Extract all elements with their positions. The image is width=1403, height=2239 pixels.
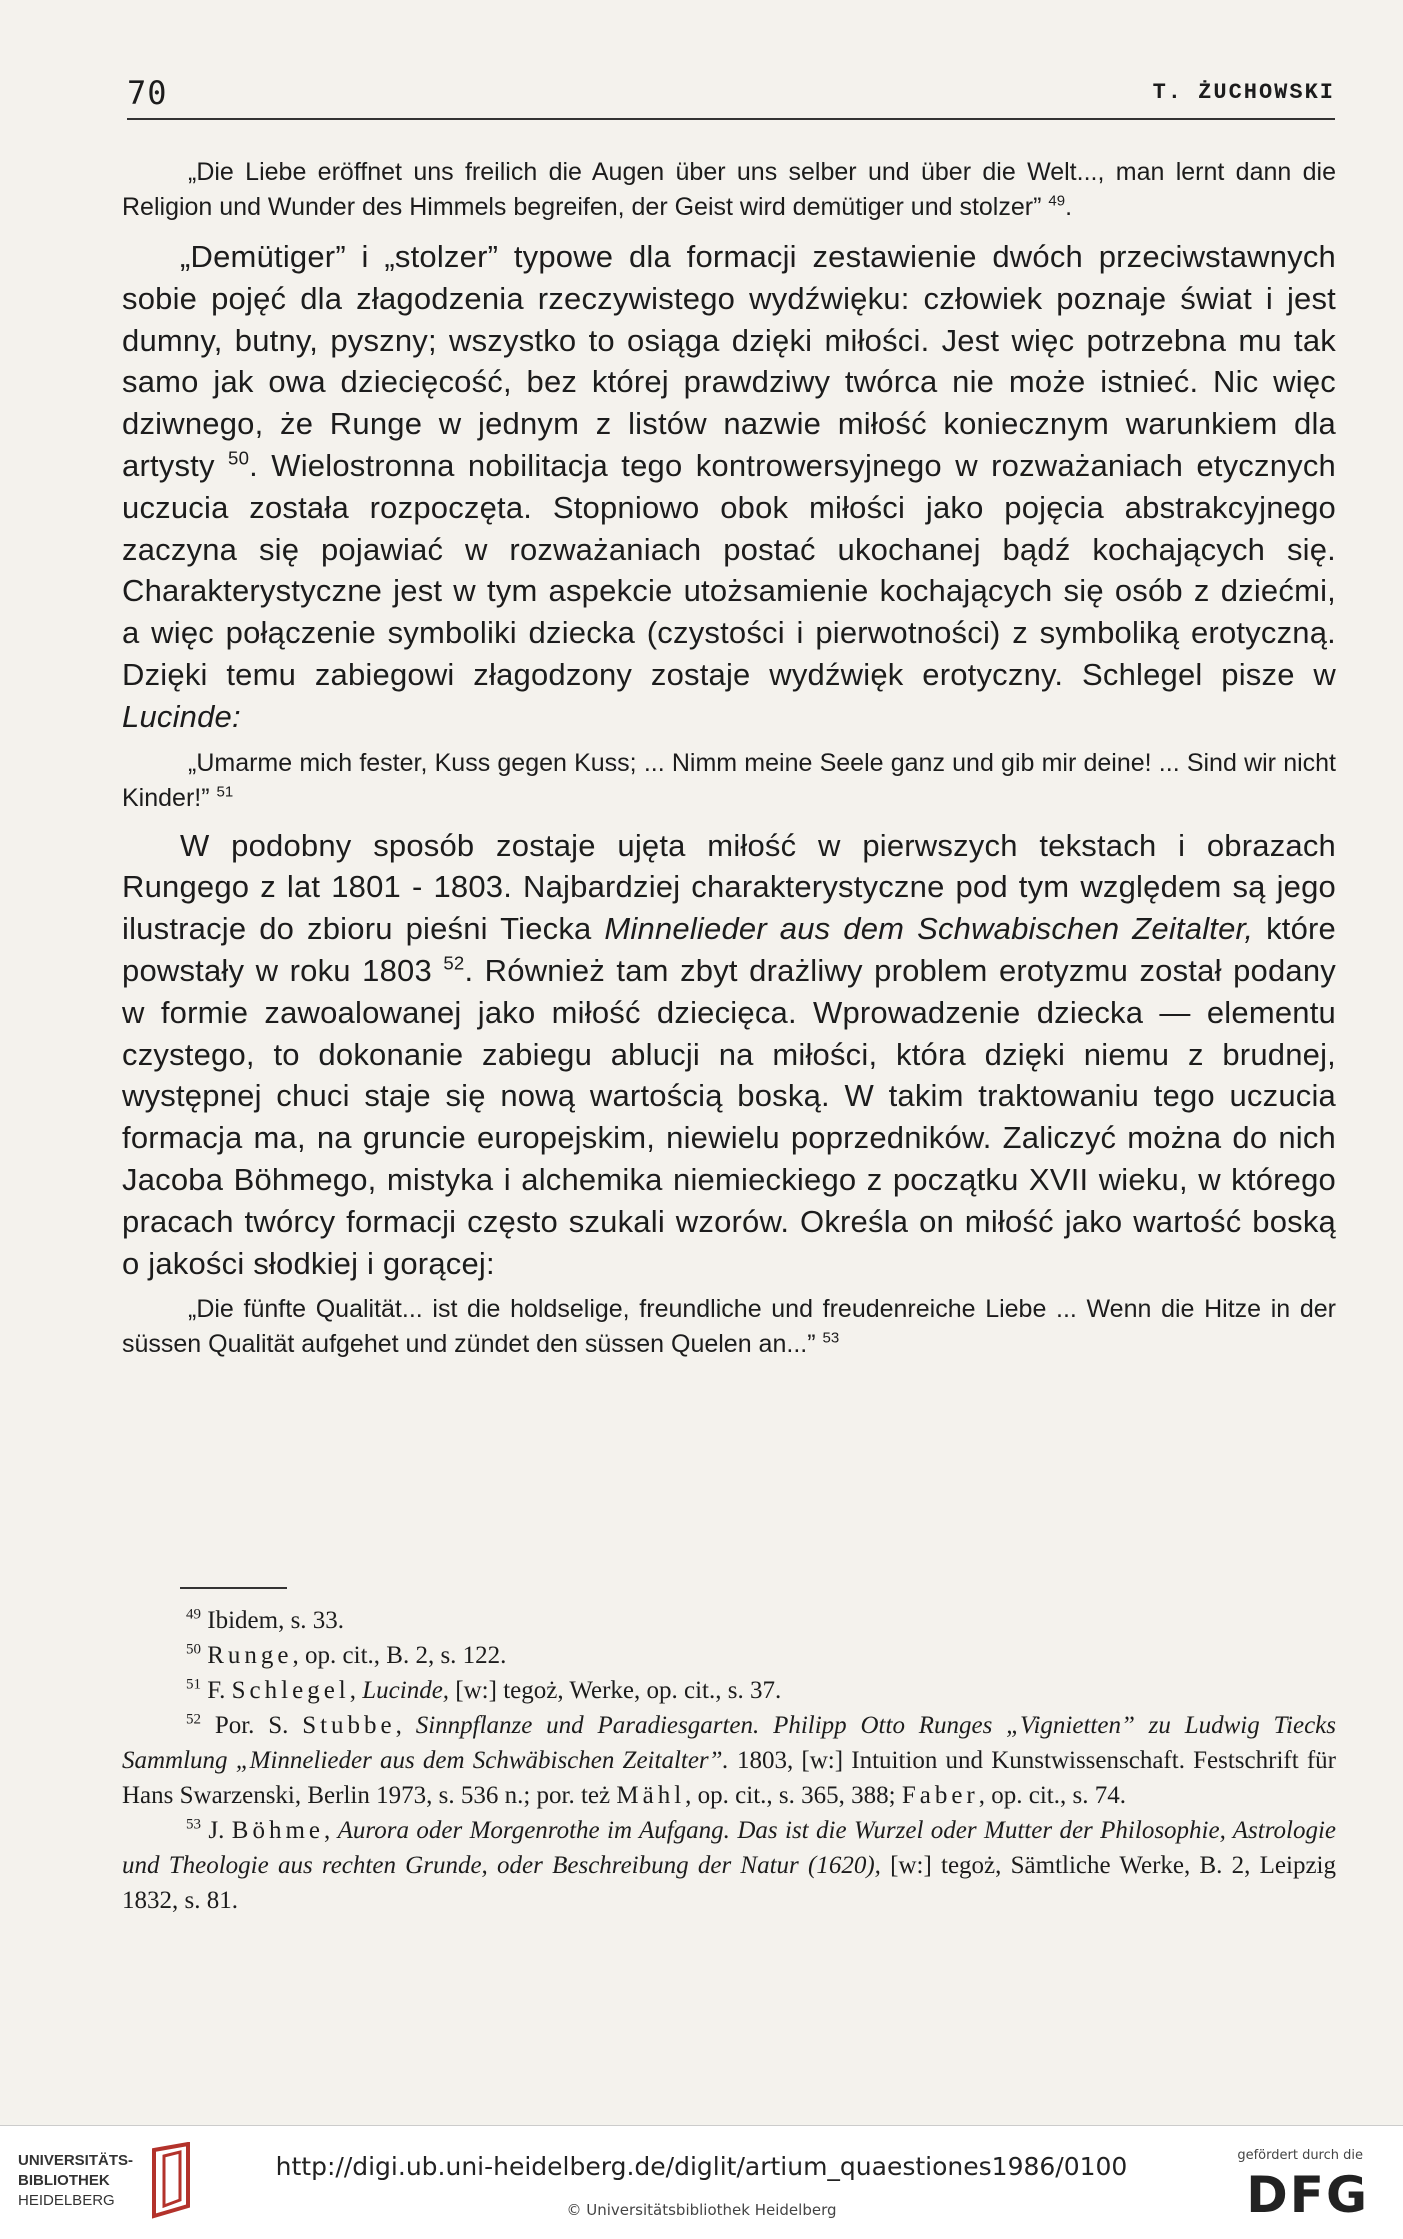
- footnote-ref-49[interactable]: 49: [1048, 192, 1066, 210]
- italic-title-minnelieder: Minnelieder aus dem Schwabischen Zeitalter,: [604, 911, 1254, 947]
- footnote-51: $^{51}$ F. Schlegel, Lucinde, [w:] tegoż, Werke, op. cit., s. 37.: [186, 1676, 782, 1704]
- footnote-ref-53[interactable]: 53: [822, 1330, 840, 1347]
- block-quote-1: „Die Liebe eröffnet uns freilich die Augen über uns selber und über die Welt..., man lernt dann die Religion und Wunder des Himmels begreifen, der Geist wird demütiger und stolzer” $^{49}$.: [122, 158, 1336, 221]
- footnote-53: $^{53}$ J. Böhme, Aurora oder Morgenrothe im Aufgang. Das ist die Wurzel oder Mutter der Philosophie, Astrologie und Theologie aus rechten Grunde, oder Beschreibung der Natur (1620), [w:] tegoż, Sämtliche Werke, B. 2, Leipzig 1832, s. 81.: [122, 1816, 1337, 1914]
- footnote-ref-52[interactable]: 52: [443, 952, 465, 974]
- viewer-footer-bar: [0, 2125, 1403, 2239]
- running-head: T. ŻUCHOWSKI: [1152, 80, 1335, 105]
- page-number: 70: [127, 74, 168, 112]
- footnote-ref-51[interactable]: 51: [216, 783, 234, 801]
- page-header: [127, 74, 1335, 124]
- footnote-50: $^{50}$ Runge, op. cit., B. 2, s. 122.: [186, 1641, 507, 1669]
- permalink-url[interactable]: http://digi.ub.uni-heidelberg.de/diglit/artium_quaestiones1986/0100: [275, 2152, 1128, 2181]
- dfg-logo: DFG: [1246, 2166, 1369, 2224]
- header-rule: [127, 118, 1335, 120]
- block-quote-3: „Die fünfte Qualität... ist die holdselige, freundliche und freudenreiche Liebe ... Wenn die Hitze in der süssen Qualität aufgehet und zündet den süssen Quelen an...” $^{53}$: [122, 1295, 1336, 1359]
- italic-title-lucinde: Lucinde:: [122, 698, 241, 734]
- copyright-notice: © Universitätsbibliothek Heidelberg: [566, 2201, 837, 2219]
- main-text: [122, 155, 1336, 1362]
- paragraph-2: W podobny sposób zostaje ujęta miłość w pierwszych tekstach i obrazach Rungego z lat 1801 - 1803. Najbardziej charakterystyczne pod tym względem są jego ilustracje do zbioru pieśni Tiecka Minnelieder aus dem Schwabischen Zeitalter, które powstały w roku 1803 $^{52}$. Również tam zbyt drażliwy problem erotyzmu został podany w formie zawoalowanej jako miłość dziecięca. Wprowadzenie dziecka — elementu czystego, to dokonanie zabiegu ablucji na miłości, która dzięki niemu z brudnej, występnej chuci staje się nową wartością boską. W takim traktowaniu tego uczucia formacja ma, na gruncie europejskim, niewielu poprzedników. Zaliczyć można do nich Jacoba Böhmego, mistyka i alchemika niemieckiego z początku XVII wieku, w którego pracach twórcy formacji często szukali wzorów. Określa on miłość jako wartość boską o jakości słodkiej i gorącej:: [122, 827, 1337, 1281]
- library-name: UNIVERSITÄTS- BIBLIOTHEK HEIDELBERG: [18, 2152, 134, 2209]
- footnote-ref-50[interactable]: 50: [228, 447, 250, 469]
- paragraph-1: „Demütiger” i „stolzer” typowe dla formacji zestawienie dwóch przeciwstawnych sobie pojęć dla złagodzenia rzeczywistego wydźwięku: człowiek poznaje świat i jest dumny, butny, pyszny; wszystko to osiąga dzięki miłości. Jest więc potrzebna mu tak samo jak owa dziecięcość, bez której prawdziwy twórca nie może istnieć. Nic więc dziwnego, że Runge w jednym z listów nazwie miłość koniecznym warunkiem dla artysty $^{50}$. Wielostronna nobilitacja tego kontrowersyjnego w rozważaniach etycznych uczucia została rozpoczęta. Stopniowo obok miłości jako pojęcia abstrakcyjnego zaczyna się pojawiać w rozważaniach postać ukochanej bądź kochających się. Charakterystyczne jest w tym aspekcie utożsamienie kochających się osób z dziećmi, a więc połączenie symboliki dziecka (czystości i pierwotności) z symboliką erotyczną. Dzięki temu zabiegowi złagodzony zostaje wydźwięk erotyczny. Schlegel pisze w Lucinde:: [122, 239, 1336, 734]
- footnotes: [122, 1603, 1336, 1918]
- footnote-separator: [180, 1587, 287, 1589]
- footnote-49: $^{49}$ Ibidem, s. 33.: [186, 1606, 345, 1634]
- sponsor-caption: gefördert durch die: [1237, 2148, 1363, 2163]
- footnote-52: $^{52}$ Por. S. Stubbe, Sinnpflanze und Paradiesgarten. Philipp Otto Runges „Vignietten” zu Ludwig Tiecks Sammlung „Minnelieder aus dem Schwäbischen Zeitalter”. 1803, [w:] Intuition und Kunstwissenschaft. Festschrift für Hans Swarzenski, Berlin 1973, s. 536 n.; por. też Mähl, op. cit., s. 365, 388; Faber, op. cit., s. 74.: [122, 1711, 1337, 1809]
- block-quote-2: „Umarme mich fester, Kuss gegen Kuss; ... Nimm meine Seele ganz und gib mir deine! ... Sind wir nicht Kinder!” $^{51}$: [122, 748, 1336, 812]
